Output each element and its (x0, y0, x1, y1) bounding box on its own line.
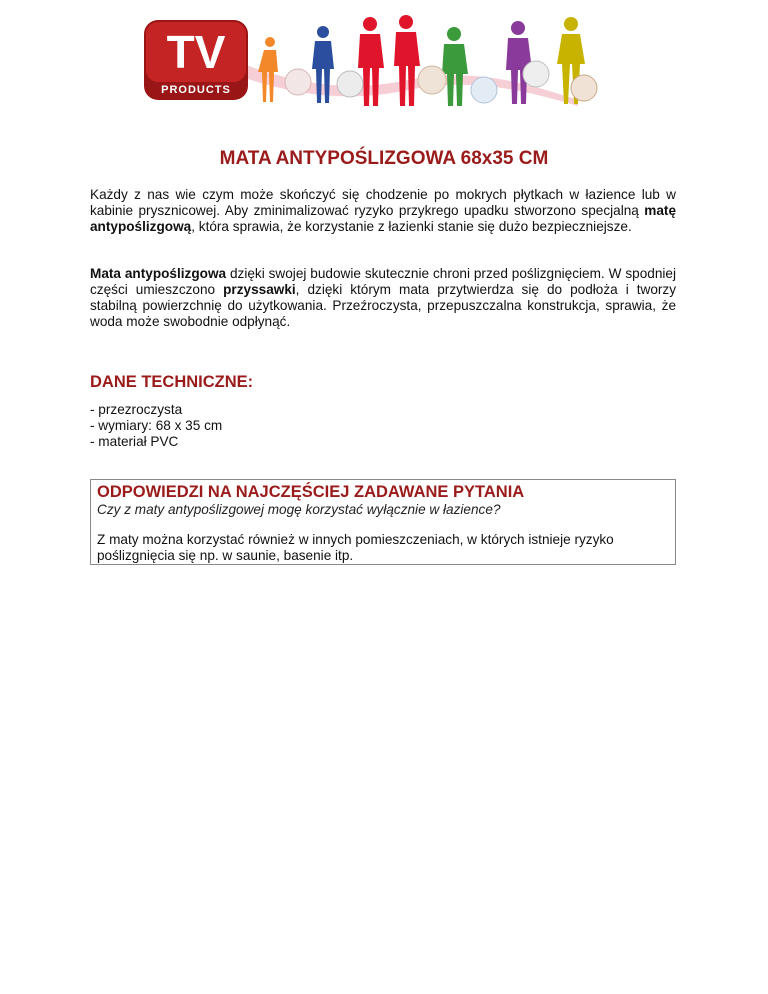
person-silhouette-red-2 (394, 15, 420, 106)
description-paragraph (90, 266, 676, 330)
spec-item: - materiał PVC (90, 434, 179, 449)
product-bubble-5 (523, 61, 549, 87)
faq-answer: Z maty można korzystać również w innych pomieszczeniach, w których istnieje ryzyko poślizgnięcia się np. w saunie, basenie itp. (97, 532, 614, 563)
faq-heading: ODPOWIEDZI NA NAJCZĘŚCIEJ ZADAWANE PYTANIA (97, 483, 525, 501)
person-silhouette-orange (258, 37, 278, 102)
specs-list (90, 402, 222, 450)
description-text-2: , dzięki którym mata przytwierdza się do podłoża i tworzy stabilną powierzchnię do użytkowania. Przeźroczysta, przepuszczalna konstrukcja, sprawia, że woda może swobodnie odpłynąć. (90, 282, 677, 329)
intro-bold-text: matę antypoślizgową (90, 203, 676, 234)
product-bubble-4 (471, 77, 497, 103)
spec-item: - wymiary: 68 x 35 cm (90, 418, 223, 433)
intro-paragraph (90, 187, 676, 235)
logo-products-text: PRODUCTS (161, 84, 231, 96)
description-text-1: dzięki swojej budowie skutecznie chroni przed poślizgnięciem. W spodniej części umieszczono (90, 266, 676, 297)
spec-item: - przezroczysta (90, 402, 183, 417)
logo-tv-text: TV (166, 26, 226, 78)
tv-products-logo (144, 20, 248, 100)
page-title: MATA ANTYPOŚLIZGOWA 68x35 CM (219, 148, 549, 169)
product-bubble-6 (571, 75, 597, 101)
description-bold-text-2: przyssawki (223, 282, 296, 297)
product-bubble-2 (337, 71, 363, 97)
description-bold-text-1: Mata antypoślizgowa (90, 266, 227, 281)
faq-question: Czy z maty antypoślizgowej mogę korzystać wyłącznie w łazience? (97, 502, 501, 517)
header-banner (138, 10, 618, 110)
product-bubble-1 (285, 69, 311, 95)
product-bubble-3 (418, 66, 446, 94)
intro-text-2: , która sprawia, że korzystanie z łazienki stanie się dużo bezpieczniejsze. (191, 219, 632, 234)
faq-box (90, 479, 676, 565)
specs-heading: DANE TECHNICZNE: (90, 373, 254, 391)
person-silhouette-green (442, 27, 468, 106)
intro-text-1: Każdy z nas wie czym może skończyć się chodzenie po mokrych płytkach w łazience lub w kabinie prysznicowej. Aby zminimalizować ryzyko przykrego upadku stworzono specjalną (90, 187, 676, 218)
